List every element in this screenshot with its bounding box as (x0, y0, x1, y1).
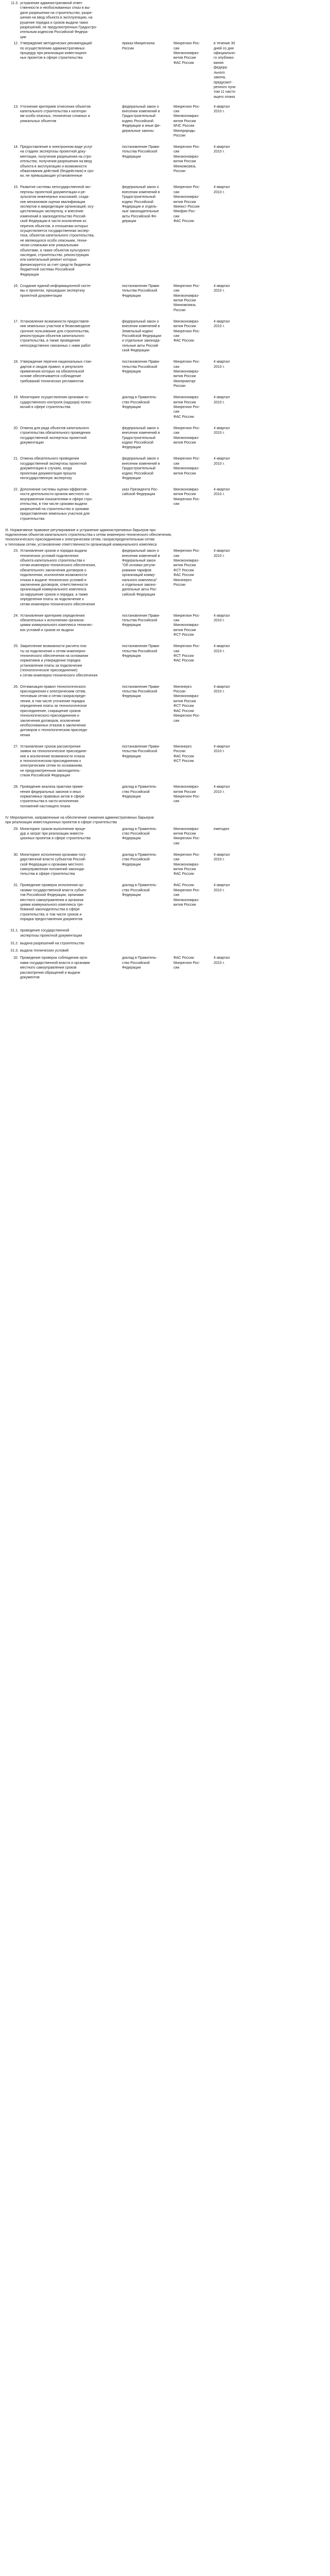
deadline: 4 квартал 2010 г. (214, 396, 230, 404)
deadline: 4 квартал 2010 г. (214, 744, 230, 754)
deadline: ежегодно (214, 827, 230, 831)
responsible-executors: ФАС России Минрегион Рос- сии (173, 956, 200, 970)
document-type: постановление Прави- тельства Российской Федерации (122, 685, 160, 699)
action-description: Мониторинг осуществления органами го- сударственного контроля (надзора) полно- мочий в сфере строительства (20, 396, 92, 410)
row-number: 25. (13, 645, 19, 649)
action-description: Установление сроков рассмотрения заявок на технологическое присоедине- ние и исключение возможности отказа в технологическом присоединении к электрическим сетям по основаниям, не предусмотренным законодатель- ством Российской Федерации (20, 744, 88, 778)
row-number: 27. (13, 744, 19, 749)
table-row (3, 319, 304, 353)
row-number: 14. (13, 145, 19, 149)
document-type: указ Президента Рос- сийской Федерации (122, 488, 159, 497)
section-heading: III. Нормативное правовое регулирование и устранение административных барьеров при подключении объектов капитального строительства к сетям инженерно-технического обеспечения, технологического присоединения к электрическим сетям, газораспределительным сетям и тепловым сетям, установление ответственности организаций коммунального комплекса (5, 528, 172, 547)
table-row (3, 785, 304, 809)
table-row (3, 360, 304, 388)
deadline: 4 квартал 2010 г. (214, 685, 230, 694)
document-type: постановление Прави- тельства Российской Федерации (122, 614, 160, 628)
deadline: 4 квартал 2010 г. (214, 185, 230, 194)
table-group (3, 549, 304, 809)
document-type: доклад в Правитель- ство Российской Федерации (122, 956, 158, 970)
row-number: 11.3. (10, 2, 19, 5)
row-number: 15. (13, 185, 19, 190)
responsible-executors: Минэкономраз- вития России Минрегион Рос- сии ФАС России (173, 396, 200, 419)
table-row (3, 644, 304, 678)
responsible-executors: Минэкономраз- вития России Минрегион Рос- сии (173, 827, 200, 845)
action-description: проведение государственной экспертизы проектной документации (20, 929, 82, 938)
responsible-executors: Минрегион Рос- сии Минэкономраз- вития России (173, 426, 200, 445)
table-row (3, 1, 304, 40)
table-row (3, 853, 304, 877)
row-number: 20. (13, 426, 19, 430)
action-description: Установление критериев определения обязательных к исполнению организа- циями коммунального комплекса техничес- ких условий и сроков их выдачи (20, 614, 93, 632)
table-row (3, 956, 304, 980)
table-row (3, 41, 304, 99)
row-number: 28. (13, 785, 19, 789)
deadline: 4 квартал 2010 г. (214, 645, 230, 653)
document-type: приказ Минрегиона России (122, 42, 155, 50)
row-number: 17. (13, 319, 19, 324)
table-group (3, 1, 304, 521)
action-description: Проведение анализа практики приме- нения федеральных законов и иных нормативных правовых актов в сфере строительства в части исполнения положений настоящего плана (20, 785, 85, 808)
action-description: Предоставление в электронном виде услуг на стадиях экспертизы проектной доку- ментации, получения разрешения на стро- ительство, получения разрешения на ввод объекта в эксплуатацию и возможности обжалования действий (бездействия) в сро- ки, не превышающие установленные (20, 145, 95, 178)
action-description: Развитие системы негосударственной экс- пертизы проектной документации и ре- зультатов инженерных изысканий, созда- ние механизмов оценки квалификации экспертов и аккредитации организаций, осу- ществляющих экспертизу, и внесение изменений в законодательство Россий- ской Федерации в части исключения из перечня объектов, в отношении которых осуществляется государственная экспер- тиза, объектов капитального строительства, не являющихся особо опасными, техни- чески сложными или уникальными объектами, а также объектов культурного наследия, строительство, реконструкция или капитальный ремонт которых финансируется за счет средств бюджетов бюджетной системы Российской Федерации (20, 185, 95, 277)
table-row (3, 185, 304, 277)
table-row (3, 105, 304, 139)
table-row (3, 928, 304, 938)
action-description: Мониторинг сроков выполнения проце- дур и затрат при реализации инвести- ционных проектов в сфере строительства (20, 827, 91, 841)
document-type: постановление Прави- тельства Российской Федерации (122, 284, 160, 298)
row-number: 22. (13, 488, 19, 492)
action-description: Отмена для ряда объектов капитального строительства обязательного проведения государственной экспертизы проектной документации (20, 426, 91, 445)
deadline: 4 квартал 2010 г. (214, 319, 230, 329)
responsible-executors: Минэкономраз- вития России Минрегион Рос- сии ФАС России (173, 319, 200, 343)
table-row (3, 395, 304, 419)
table-row (3, 456, 304, 481)
action-description: Уточнение критериев отнесения объектов капитального строительства к категори- ям особо опасных, технически сложных и уникальных объектов (20, 105, 91, 123)
table-group (3, 827, 304, 980)
table-row (3, 827, 304, 846)
deadline: 4 квартал 2010 г. (214, 426, 230, 435)
document-type: постановление Прави- тельства Российской Федерации (122, 744, 160, 758)
action-description: выдача технических условий (20, 949, 69, 953)
row-number: 24. (13, 614, 19, 618)
responsible-executors: Минрегион Рос- сии Минэкономраз- вития России ФСТ России (173, 614, 200, 637)
document-type: доклад в Правитель- ство Российской Федерации (122, 785, 158, 799)
document-type: федеральный закон о внесении изменений в Градостроительный кодекс Российской Федерации и отдель- ные законодательные акты Российской Фе- дерации (122, 185, 160, 224)
document-type: доклад в Правитель- ство Российской Федерации (122, 853, 158, 867)
responsible-executors: Минрегион Рос- сии Минэкономраз- вития России Минпромторг России (173, 360, 200, 388)
deadline: 4 квартал 2010 г. (214, 614, 230, 623)
action-description: Оптимизация правил технологического присоединения к электрическим сетям, тепловым сетям и сетям газораспреде- ления, в том числе уточнение порядка определения платы за технологическое присоединение, сокращение сроков технологического присоединения и заключения договоров, исключение необоснованных отказов в заключении договоров о технологическом присоеди- нении (20, 685, 88, 737)
table-row (3, 284, 304, 313)
row-number: 21. (13, 457, 19, 461)
responsible-executors: Минрегион Рос- сии Минэкономраз- вития России (173, 457, 200, 476)
deadline: 4 квартал 2010 г. (214, 884, 230, 892)
responsible-executors: Минэкономраз- вития России Минрегион Рос- сии (173, 488, 200, 506)
table-row (3, 426, 304, 450)
deadline: в течение 30 дней со дня официально- го опублико- вания федера- льного закона, предусмот- ренного пунк- том 11 насто- ящего плана (214, 42, 237, 99)
section-heading: IV. Мероприятия, направленные на обеспечение снижения административных барьеров при реализации инвестиционных проектов в сфере строительства (5, 816, 154, 825)
responsible-executors: Минэкономраз- вития России Минрегион Рос- сии (173, 785, 200, 804)
table-row (3, 549, 304, 607)
document-type: постановление Прави- тельства Российской Федерации (122, 645, 160, 658)
table-row (3, 487, 304, 521)
action-description: Мониторинг исполнения органами госу- дарственной власти субъектов Россий- ской Федерации и органами местного самоуправления положений законода- тельства в сфере строительства (20, 853, 87, 876)
document-type: федеральный закон о внесении изменений в Земельный кодекс Российской Федерации и отдельные законода- тельные акты Россий- ской Федерации (122, 319, 162, 353)
responsible-executors: Минрегион Рос- сии Минэкономраз- вития России Минюст России Минфин Рос- сии ФАС России (173, 185, 200, 224)
deadline: 4 квартал 2010 г. (214, 488, 230, 497)
table-row (3, 744, 304, 778)
action-description: Установление сроков и порядка выдачи технических условий подключения объекта капитального строительства к сетям инженерно-технического обеспечения, обязательного заключения договоров о подключении, исключения возможности отказа в выдаче технических условий и заключении договоров, ответственности организаций коммунального комплекса за нарушение сроков и порядка, а также определения платы за подключение к сетям инженерно-технического обеспечения (20, 549, 96, 606)
row-number: 16. (13, 284, 19, 288)
row-number: 30. (13, 853, 19, 857)
responsible-executors: Минэнерго России Минэкономраз- вития России ФСТ России ФАС России Минрегион Рос- сии (173, 685, 200, 723)
document-type: доклад в Правитель- ство Российской Федерации (122, 884, 158, 897)
row-number: 31.1. (10, 929, 19, 933)
action-description: Утверждение методических рекомендаций по осуществлению административных процедур при реализации инвестицион- ных проектов в сфере строительства (20, 42, 92, 60)
action-description: Утверждение перечня национальных стан- дартов и сводов правил, в результате применения которых на обязательной основе обеспечивается соблюдение требований технических регламентов (20, 360, 92, 383)
table-row (3, 941, 304, 946)
document-type: федеральный закон о внесении изменений в Федеральный закон "Об основах регули- рования тарифов организаций комму- нального комплекса" и отдельные законо- дательные акты Рос- сийской Федерации (122, 549, 160, 597)
responsible-executors: Минэнерго России ФАС России ФСТ России (173, 744, 194, 763)
table-row (3, 883, 304, 922)
document-type: доклад в Правитель- ство Российской Федерации (122, 396, 158, 410)
responsible-executors: Минрегион Рос- сии Минэкономраз- вития России Минкомсвязь России (173, 284, 200, 312)
row-number: 31. (13, 884, 19, 888)
plan-table (3, 1, 304, 985)
responsible-executors: Минрегион Рос- сии Минэкономраз- вития России ФСТ России ФАС России Минэнерго России (173, 549, 200, 587)
document-type: постановление Прави- тельства Российской Федерации (122, 360, 160, 374)
deadline: 4 квартал 2010 г. (214, 145, 230, 154)
deadline: 4 квартал 2010 г. (214, 853, 230, 862)
table-row (3, 614, 304, 638)
deadline: 4 квартал 2010 г. (214, 956, 230, 965)
deadline: 4 квартал 2010 г. (214, 785, 230, 794)
deadline: 4 квартал 2010 г. (214, 457, 230, 466)
responsible-executors: Минрегион Рос- сии Минэкономраз- вития России ФАС России (173, 42, 200, 65)
responsible-executors: Минрегион Рос- сии Минэкономраз- вития России ФАС России (173, 853, 200, 876)
row-number: 19. (13, 396, 19, 400)
document-type: федеральный закон о внесении изменений в Градостроительный кодекс Российской Федерации (122, 457, 160, 481)
row-number: 18. (13, 360, 19, 364)
action-description: Проведение проверок исполнения ор- ганами государственной власти субъек- тов Российской Федерации, органами местного самоуправления и организа- циями коммунального комплекса тре- бований законодательства в сфере строительства, в том числе сроков и порядка предоставления документов (20, 884, 87, 922)
row-number: 31.3. (10, 949, 19, 953)
document-type: доклад в Правитель- ство Российской Федерации (122, 827, 158, 841)
row-number: 13. (13, 105, 19, 109)
table-row (3, 145, 304, 179)
responsible-executors: ФАС России Минрегион Рос- сии Минэкономраз- вития России (173, 884, 200, 907)
table-row (3, 685, 304, 738)
document-type: федеральный закон о внесении изменений в Градостроительный кодекс Российской Федерации (122, 426, 160, 450)
action-description: Дополнение системы оценки эффектив- ности деятельности органов местного са- моуправления показателями в сфере стро- ительства, в том числе сроками выдачи разрешений на строительство и сроками предоставления земельных участков для строительства (20, 488, 93, 521)
action-description: Установление возможности предоставле- ния земельных участков в безвозмездное срочное пользование для строительства, реконструкции объектов капитального строительства, а также проведения непосредственно связанных с ними работ (20, 319, 91, 348)
deadline: 4 квартал 2010 г. (214, 284, 230, 293)
deadline: 4 квартал 2010 г. (214, 360, 230, 369)
table-row (3, 948, 304, 953)
document-type: постановление Прави- тельства Российской Федерации (122, 145, 160, 159)
action-description: Закрепление возможности расчета пла- ты за подключение к сетям инженерно- технического обеспечения на основании нормативов и утверждение порядка установления платы за подключение (технологическое присоединение) к сетям инженерно-технического обеспечения (20, 645, 98, 677)
row-number: 23. (13, 549, 19, 553)
responsible-executors: Минрегион Рос- сии Минэкономраз- вития России Минкомсвязь России (173, 145, 200, 173)
action-description: Отмена обязательного проведения государственной экспертизы проектной документации в случаях, когда проектная документация прошла негосударственную экспертизу (20, 457, 87, 481)
deadline: 4 квартал 2010 г. (214, 105, 230, 113)
deadline: 4 квартал 2010 г. (214, 549, 230, 558)
row-number: 26. (13, 685, 19, 689)
action-description: выдача разрешений на строительство (20, 942, 84, 946)
action-description: Проведение проверок соблюдения орга- нами государственной власти и органами местного самоуправления сроков рассмотрения обращений и выдачи документов (20, 956, 90, 979)
responsible-executors: Минрегион Рос- сии Минэкономраз- вития России МЧС России Минприроды России (173, 105, 200, 138)
action-description: Создание единой информационной систе- мы о проектах, прошедших экспертизу проектной документации (20, 284, 92, 298)
responsible-executors: Минрегион Рос- сии ФСТ России ФАС России (173, 645, 200, 663)
row-number: 32. (13, 956, 19, 960)
row-number: 12. (13, 42, 19, 46)
row-number: 29. (13, 827, 19, 831)
row-number: 31.2. (10, 942, 19, 946)
action-description: устранение административной ответ- ственности и необоснованных отказ в вы- даче разрешения на строительство, разре- шения на ввод объекта в эксплуатацию, на рушение порядка и сроков выдачи таких разрешений, не предусмотренных Градостро- ительным кодексом Российской Федера- ции (20, 2, 97, 39)
document-type: федеральный закон о внесении изменений в Градостроительный кодекс Российской Федерации и иные фе- деральные законы (122, 105, 161, 133)
